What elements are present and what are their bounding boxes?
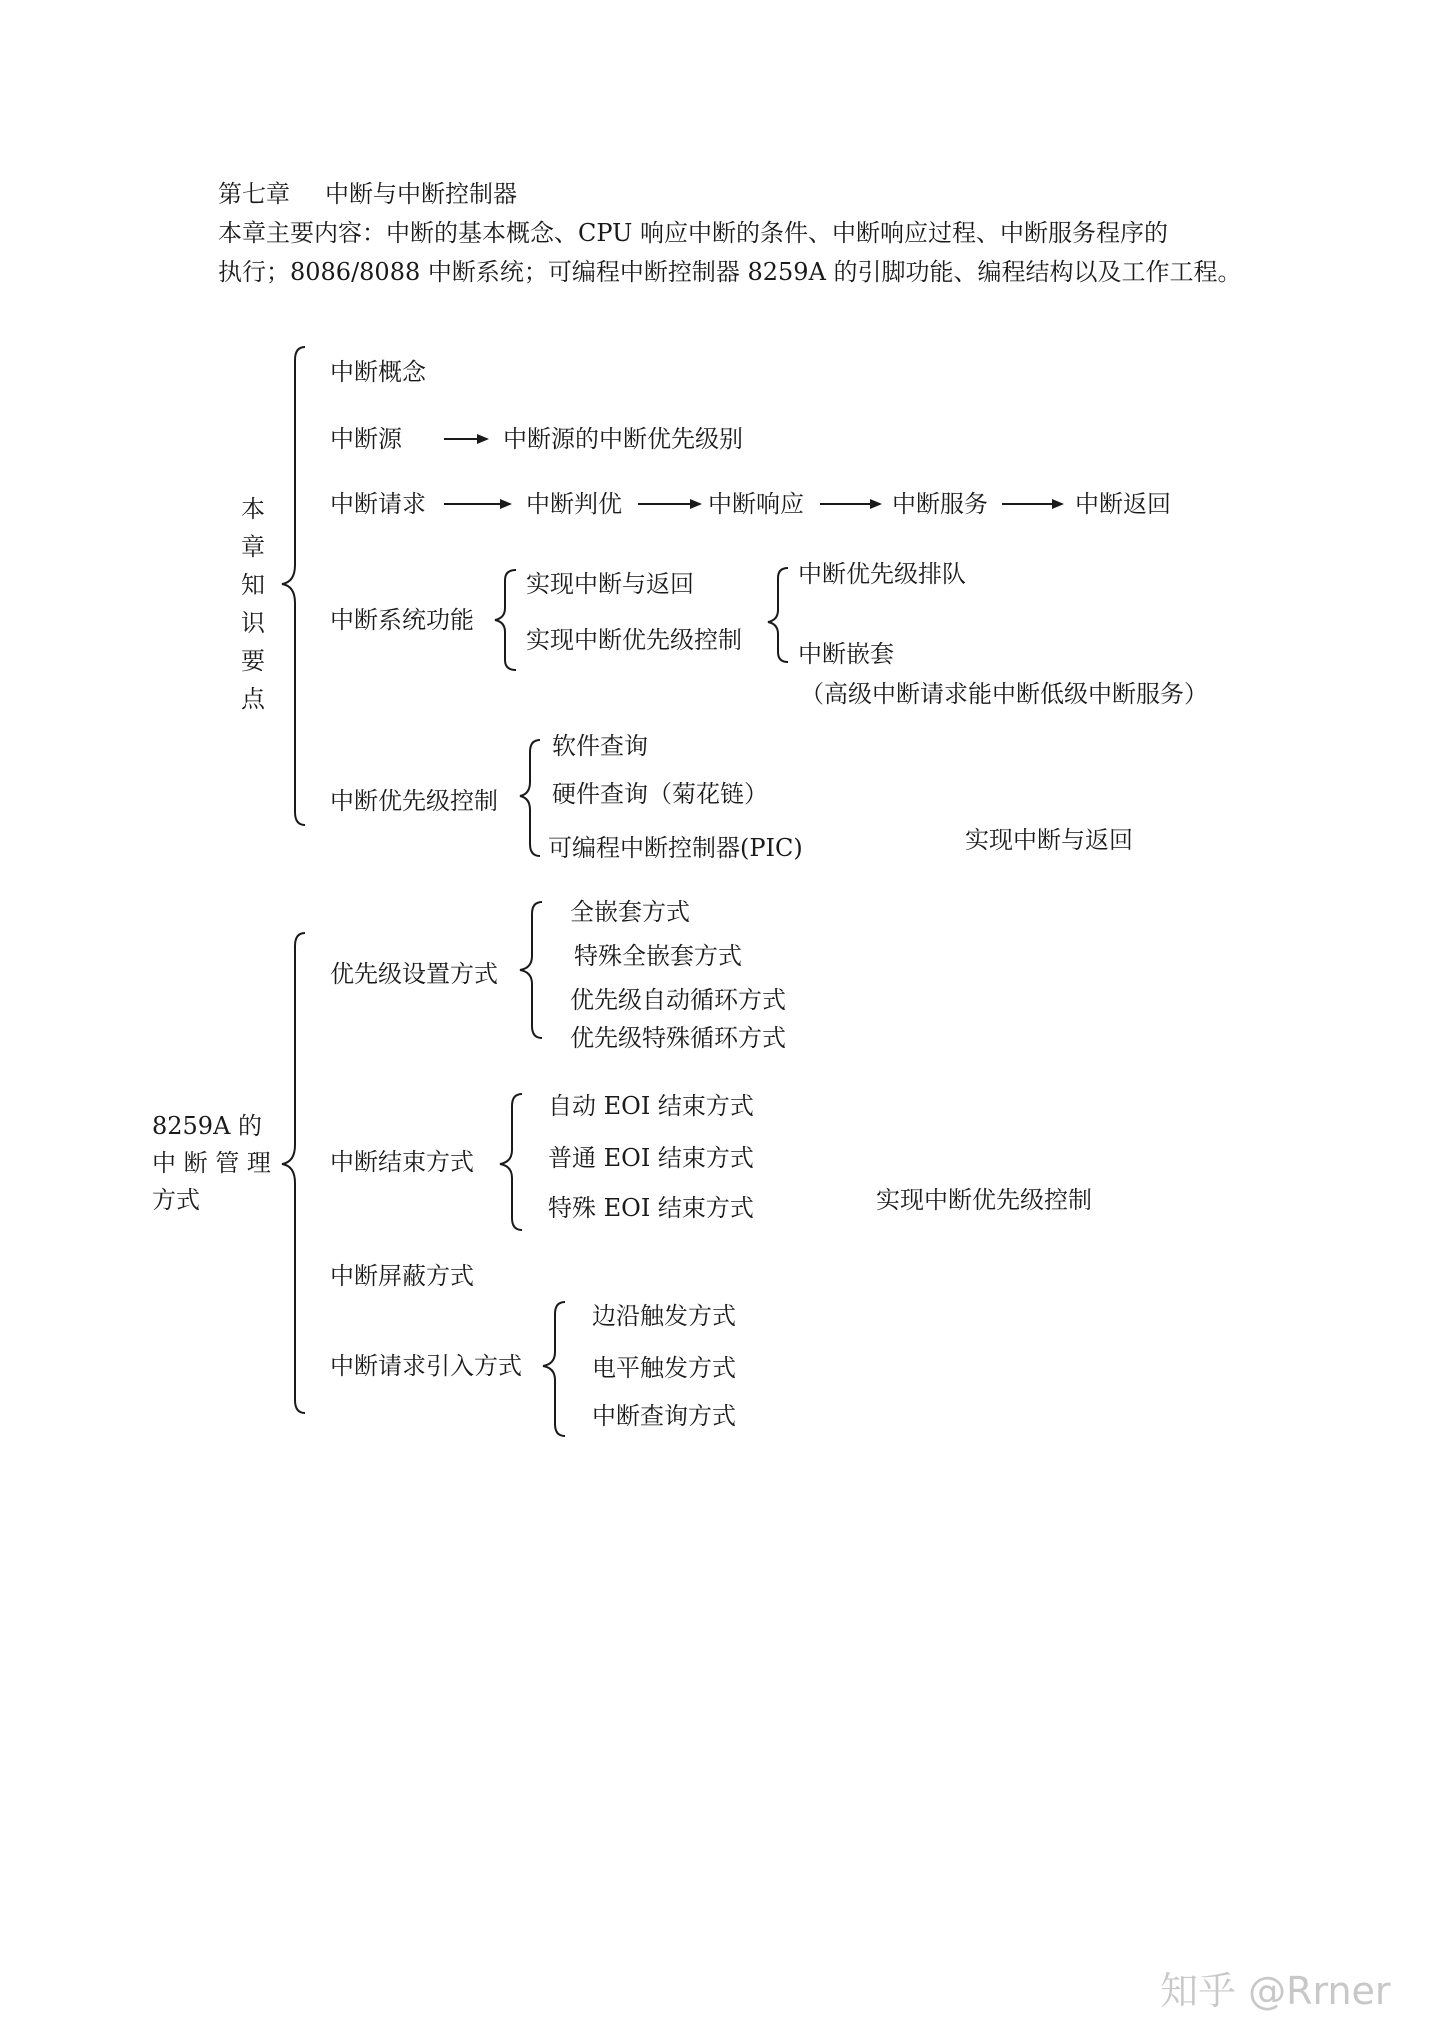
priority-mode-brace: [520, 902, 542, 1038]
node-function-return: 实现中断与返回: [526, 570, 694, 598]
node-concept: 中断概念: [330, 358, 426, 386]
node-level-trigger: 电平触发方式: [592, 1354, 736, 1382]
node-function-priority: 实现中断优先级控制: [526, 626, 742, 654]
node-request-mode: 中断请求引入方式: [330, 1352, 522, 1380]
node-source-priority: 中断源的中断优先级别: [503, 425, 743, 453]
node-source: 中断源: [330, 425, 402, 453]
node-pic: 可编程中断控制器(PIC): [548, 834, 803, 862]
node-request: 中断请求: [330, 490, 426, 518]
root-8259a-line-3: 方式: [152, 1186, 200, 1214]
node-judge: 中断判优: [526, 490, 622, 518]
main-brace-1: [282, 347, 305, 825]
node-priority-control: 中断优先级控制: [330, 787, 498, 815]
node-special-rotation: 优先级特殊循环方式: [570, 1024, 786, 1052]
node-system-function: 中断系统功能: [330, 606, 474, 634]
side-note-priority-control: 实现中断优先级控制: [876, 1186, 1092, 1214]
node-normal-eoi: 普通 EOI 结束方式: [548, 1144, 754, 1172]
chapter-label: 第七章: [218, 180, 290, 208]
priority-sub-brace: [768, 568, 788, 662]
node-full-nesting: 全嵌套方式: [570, 898, 690, 926]
node-edge-trigger: 边沿触发方式: [592, 1302, 736, 1330]
node-priority-queue: 中断优先级排队: [798, 560, 966, 588]
node-service: 中断服务: [892, 490, 988, 518]
eoi-brace: [500, 1094, 522, 1230]
summary-line-2: 执行；8086/8088 中断系统；可编程中断控制器 8259A 的引脚功能、编程结构以及工作工程。: [218, 258, 1242, 286]
node-auto-rotation: 优先级自动循环方式: [570, 986, 786, 1014]
node-priority-mode: 优先级设置方式: [330, 960, 498, 988]
node-special-full-nesting: 特殊全嵌套方式: [574, 942, 742, 970]
request-mode-brace: [543, 1302, 565, 1436]
node-auto-eoi: 自动 EOI 结束方式: [548, 1092, 754, 1120]
chapter-title: 中断与中断控制器: [325, 180, 517, 208]
root-label-chapter-points: 本 章 知 识 要 点: [241, 495, 265, 713]
node-polling: 中断查询方式: [592, 1402, 736, 1430]
watermark: 知乎 @Rrner: [1160, 1969, 1391, 2013]
root-8259a-line-2: 中 断 管 理: [152, 1149, 271, 1177]
node-eoi-mode: 中断结束方式: [330, 1148, 474, 1176]
function-brace: [495, 570, 516, 670]
root-8259a-line-1: 8259A 的: [152, 1112, 263, 1140]
side-note-return: 实现中断与返回: [965, 826, 1133, 854]
control-brace: [520, 740, 540, 856]
node-software-query: 软件查询: [552, 732, 648, 760]
node-nesting: 中断嵌套: [798, 640, 894, 668]
node-return: 中断返回: [1075, 490, 1171, 518]
node-mask-mode: 中断屏蔽方式: [330, 1262, 474, 1290]
node-response: 中断响应: [708, 490, 804, 518]
node-hardware-query: 硬件查询（菊花链）: [552, 780, 768, 808]
node-nesting-note: （高级中断请求能中断低级中断服务）: [800, 680, 1208, 708]
summary-line-1: 本章主要内容：中断的基本概念、CPU 响应中断的条件、中断响应过程、中断服务程序的: [218, 219, 1168, 247]
main-brace-2: [282, 933, 305, 1413]
node-special-eoi: 特殊 EOI 结束方式: [548, 1194, 754, 1222]
